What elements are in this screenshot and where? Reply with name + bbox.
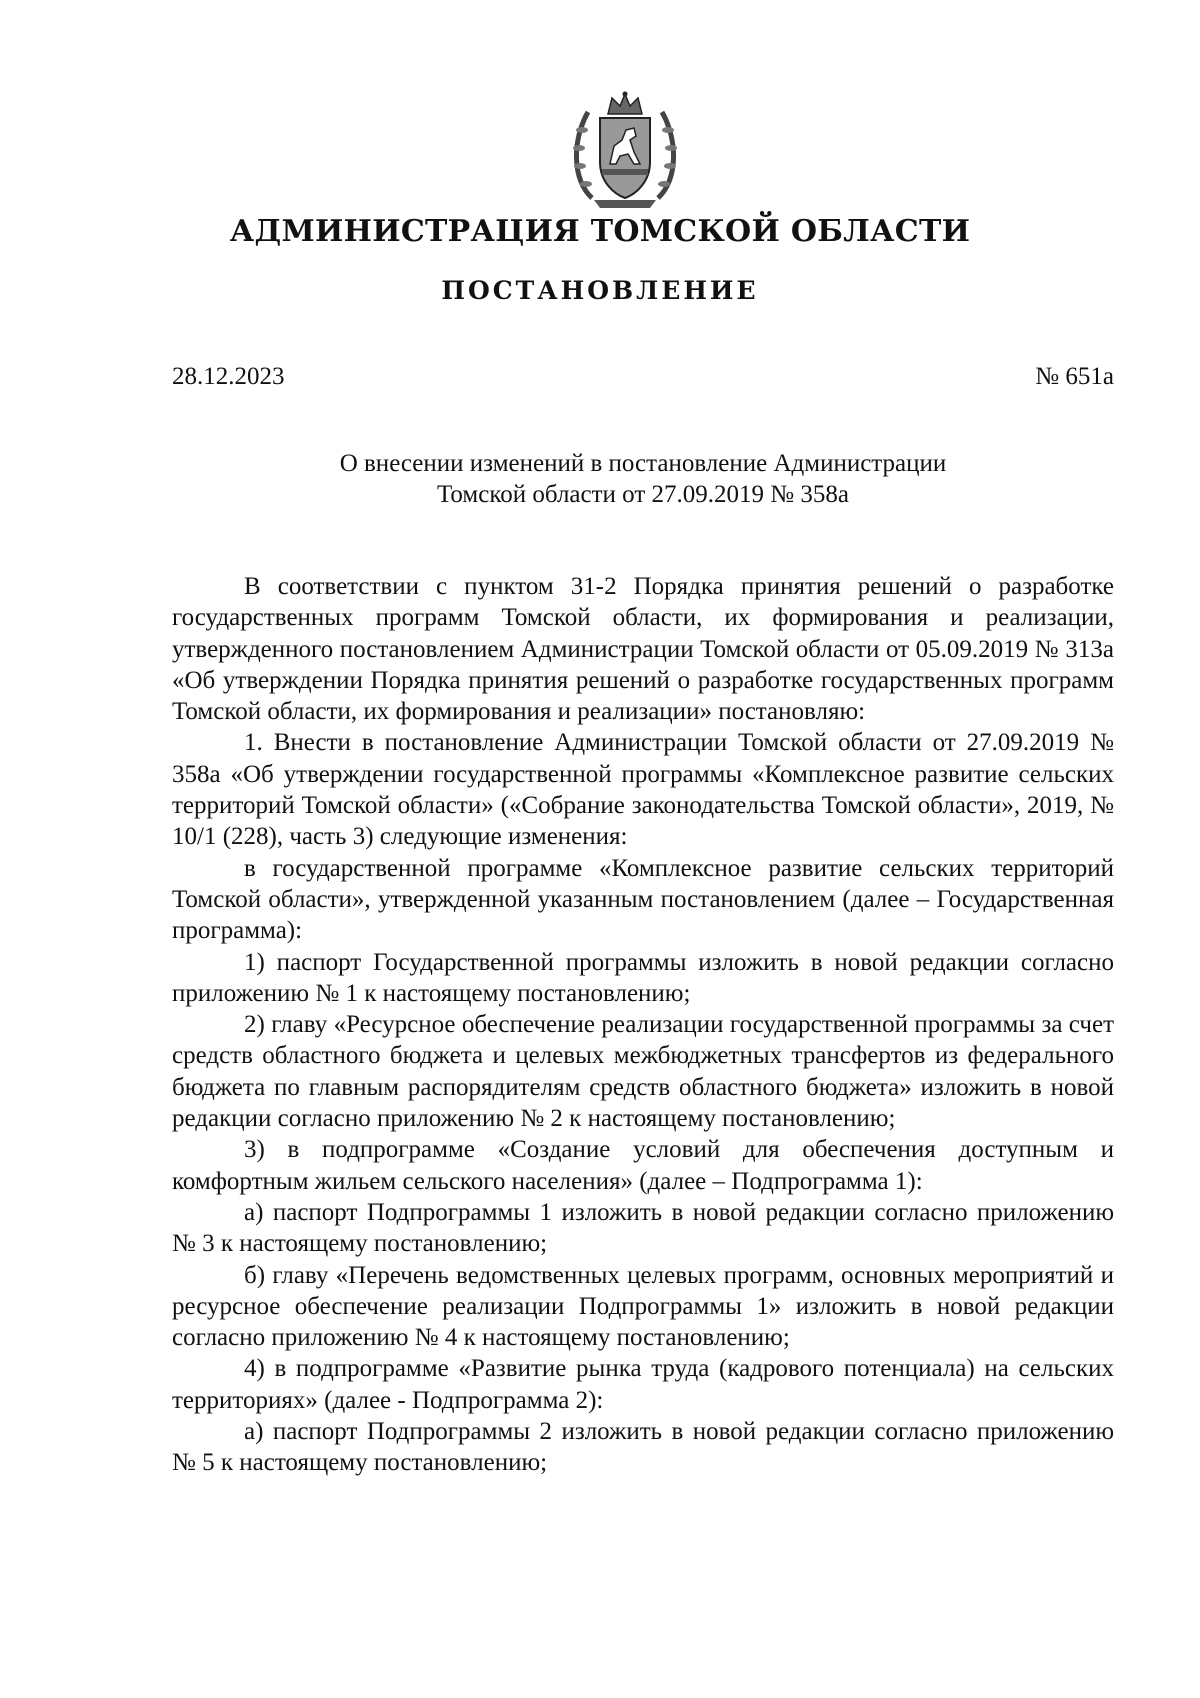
subject-line-1: О внесении изменений в постановление Администрации: [339, 450, 947, 477]
document-type-title: ПОСТАНОВЛЕНИЕ: [441, 276, 759, 305]
document-subject: [172, 448, 1114, 510]
body-paragraph-2: 1. Внести в постановление Администрации Томской области от 27.09.2019 № 358а «Об утверждении государственной программы «Комплексное развитие сельских территорий Томской области» («Собрание законодательства Томской области», 2019, № 10/1 (228), часть 3) следующие изменения:: [172, 729, 1114, 851]
document-number: № 651а: [1035, 363, 1114, 390]
body-paragraph-1: В соответствии с пунктом 31-2 Порядка принятия решений о разработке государственных программ Томской области, их формирования и реализации, утвержденного постановлением Администрации Томской области от 05.09.2019 № 313а «Об утверждении Порядка принятия решений о разработке государственных программ Томской области, их формирования и реализации» постановляю:: [172, 573, 1114, 726]
body-paragraph-7: а) паспорт Подпрограммы 1 изложить в новой редакции согласно приложению № 3 к настоящему постановлению;: [172, 1198, 1114, 1258]
organization-title: АДМИНИСТРАЦИЯ ТОМСКОЙ ОБЛАСТИ: [229, 214, 971, 249]
document-date: 28.12.2023: [172, 363, 285, 390]
body-paragraph-3: в государственной программе «Комплексное развитие сельских территорий Томской области», утвержденной указанным постановлением (далее – Государственная программа):: [172, 854, 1114, 945]
body-paragraph-4: 1) паспорт Государственной программы изложить в новой редакции согласно приложению № 1 к настоящему постановлению;: [172, 948, 1114, 1007]
body-paragraph-9: 4) в подпрограмме «Развитие рынка труда (кадрового потенциала) на сельских территориях» (далее - Подпрограмма 2):: [172, 1355, 1114, 1414]
body-paragraph-5: 2) главу «Ресурсное обеспечение реализации государственной программы за счет средств областного бюджета и целевых межбюджетных трансфертов из федерального бюджета по главным распорядителям средств областного бюджета» изложить в новой редакции согласно приложению № 2 к настоящему постановлению;: [172, 1011, 1114, 1133]
coat-of-arms-icon: [570, 90, 680, 210]
document-body: [172, 571, 1114, 1479]
body-paragraph-10: а) паспорт Подпрограммы 2 изложить в новой редакции согласно приложению № 5 к настоящему постановлению;: [172, 1418, 1114, 1477]
body-paragraph-6: 3) в подпрограмме «Создание условий для обеспечения доступным и комфортным жильем сельского населения» (далее – Подпрограмма 1):: [172, 1136, 1114, 1195]
subject-line-2: Томской области от 27.09.2019 № 358а: [437, 481, 849, 508]
body-paragraph-8: б) главу «Перечень ведомственных целевых программ, основных мероприятий и ресурсное обеспечение реализации Подпрограммы 1» изложить в новой редакции согласно приложению № 4 к настоящему постановлению;: [172, 1261, 1114, 1352]
